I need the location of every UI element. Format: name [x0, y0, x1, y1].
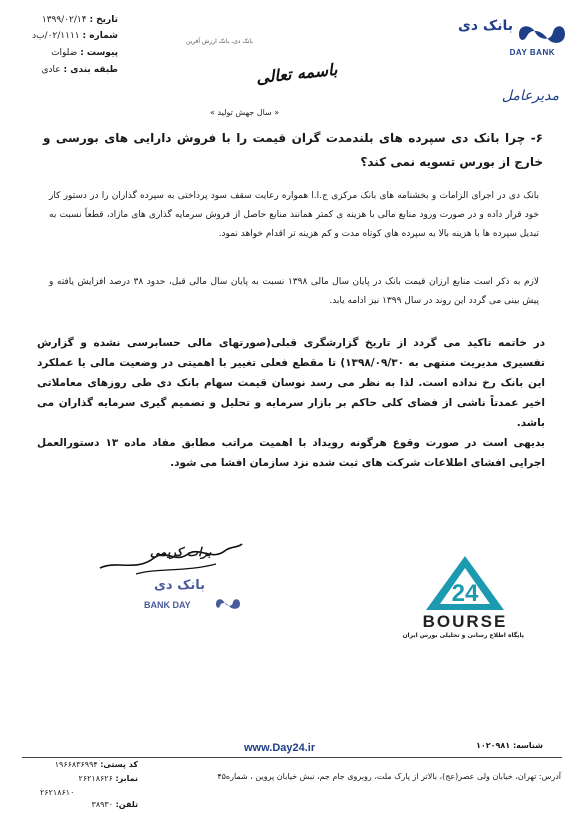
number-field [18, 30, 118, 43]
closing-paragraph-2: بدیهی است در صورت وقوع هرگونه رویداد با اهمیت مراتب مطابق مفاد ماده ۱۳ دستورالعمل اجرایی افشای اطلاعات شرکت های ثبت شده نزد سازمان افشا می شود. [37, 437, 545, 469]
bourse24-numeral: 24 [451, 580, 479, 607]
postal-code [40, 760, 138, 769]
bourse24-logo [402, 554, 524, 646]
date-value: ۱۳۹۹/۰۲/۱۴ [41, 15, 87, 25]
postal-value: ۱۹۶۶۸۳۶۹۹۴ [54, 760, 98, 769]
stamp-mark-icon [214, 594, 242, 612]
stamp-text-fa: بانک دی [154, 578, 206, 593]
bismillah-calligraphy: باسمه تعالی [255, 59, 339, 88]
phone-label: تلفن: [115, 800, 138, 809]
bourse-word: BOURSE [422, 612, 508, 631]
bourse-tagline: پایگاه اطلاع رسانی و تحلیلی بورس ایران [402, 632, 524, 639]
phone-number [40, 800, 138, 809]
classification-value: عادی [41, 65, 61, 75]
closing-paragraph-1: در خاتمه تاکید می گردد از تاریخ گزارشگری قبلی(صورتهای مالی حسابرسی نشده و گزارش تفسیری مدیریت منتهی به ۱۳۹۸/۰۹/۳۰) تا مقطع فعلی تغییر با اهمیتی در وضعیت مالی یا عملکرد این بانک رخ نداده است. لذا به نظر می رسد نوسان قیمت سهام بانک دی طی روزهای معاملاتی اخیر عمدتاً ناشی از فضای کلی حاکم بر بازار سرمایه و تحلیل و تصمیم گیری سرمایه گذاران می باشد. [37, 337, 545, 429]
phone-value: ۳۸۹۳۰ [91, 800, 114, 809]
attachment-value: ضلوات [51, 48, 78, 58]
bank-stamp [136, 572, 246, 622]
bank-tagline: بانک دی، بانک ارزش آفرین [186, 38, 253, 45]
stamp-text-en: BANK DAY [144, 600, 191, 610]
fax-label: نمابر: [115, 774, 138, 783]
classification-label: طبقه بندی : [63, 65, 118, 75]
answer-paragraph-2: لازم به ذکر است منابع ارزان قیمت بانک در پایان سال مالی ۱۳۹۸ نسبت به پایان سال مالی قبل، حدود ۳۸ درصد افزایش یافته و پیش بینی می گردد این روند در سال ۱۳۹۹ نیز ادامه یابد. [49, 277, 539, 306]
footer-divider [22, 757, 562, 758]
registration-id [476, 741, 543, 750]
bank-name-fa: بانک دی [458, 18, 513, 34]
website-link[interactable]: www.Day24.ir [244, 742, 316, 754]
registration-label: شناسه: [512, 741, 543, 750]
postal-label: کد پستی: [100, 760, 138, 769]
department-title: مدیرعامل [501, 88, 559, 104]
attachment-label: پیوست : [80, 48, 118, 58]
bank-name-en: DAY BANK [509, 48, 555, 57]
fax-value: ۲۶۲۱۸۶۲۶ [78, 774, 113, 783]
footer-address: آدرس: تهران، خیابان ولی عصر(عج)، بالاتر از پارک ملت، روبروی جام جم، نبش خیابان پروین ، شماره۴۵ [217, 772, 561, 781]
date-label: تاریخ : [89, 15, 118, 25]
fax-number [40, 774, 138, 783]
phone-secondary [40, 788, 138, 797]
phone-secondary-value: ۲۶۲۱۸۶۱۰ [40, 788, 75, 797]
year-slogan: « سال جهش تولید » [210, 108, 280, 117]
attachment-field [18, 47, 118, 60]
closing-section [37, 333, 545, 473]
bank-logo-mark-icon [513, 16, 569, 50]
number-label: شماره : [82, 31, 118, 41]
classification-field [18, 64, 118, 77]
answer-paragraph-1: بانک دی در اجرای الزامات و بخشنامه های بانک مرکزی ج.ا.ا همواره رعایت سقف سود پرداختی به سپرده گذاران را در دستور کار خود قرار داده و در صورت ورود منابع مالی با هزینه ی کمتر همانند منابع حاصل از فروش سرمایه گذاری های مازاد، قطعاً نسبت به تبدیل سپرده ها با هزینه بالا به سپرده های کوتاه مدت و کم هزینه تر اقدام خواهد نمود. [49, 191, 539, 239]
number-value: ۰۲/۱۱۱۱/ب‌د [32, 31, 80, 41]
signatory-name: برات کریمی [150, 545, 212, 559]
bank-logo [451, 14, 571, 60]
question-heading: ۶- چرا بانک دی سپرده های بلندمدت گران قیمت را با فروش دارایی های بورسی و خارج از بورس تسویه نمی کند؟ [43, 131, 543, 169]
date-field [18, 14, 118, 27]
registration-value: ۱۰۲۰۹۸۱ [475, 741, 511, 750]
bourse24-mark-icon [424, 554, 506, 612]
